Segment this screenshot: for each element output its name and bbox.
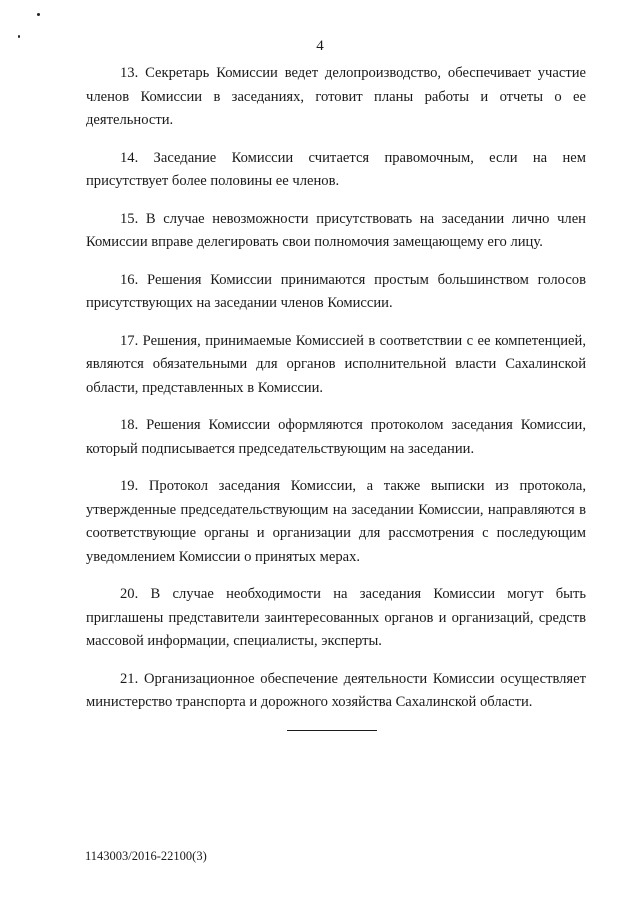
document-body: [86, 62, 586, 729]
paragraph-14: 14. Заседание Комиссии считается правомочным, если на нем присутствует более половины ее членов.: [86, 149, 586, 189]
paragraph-17: 17. Решения, принимаемые Комиссией в соответствии с ее компетенцией, являются обязательными для органов исполнительной власти Сахалинской области, представленных в Комиссии.: [86, 332, 586, 396]
paragraph-18: 18. Решения Комиссии оформляются протоколом заседания Комиссии, который подписывается председательствующим на заседании.: [86, 417, 586, 457]
paragraph-13: 13. Секретарь Комиссии ведет делопроизводство, обеспечивает участие членов Комиссии в заседаниях, готовит планы работы и отчеты о ее деятельности.: [86, 65, 586, 128]
paragraph-20: 20. В случае необходимости на заседания Комиссии могут быть приглашены представители заинтересованных органов и организаций, средств массовой информации, специалисты, эксперты.: [86, 586, 586, 649]
paragraph-19: 19. Протокол заседания Комиссии, а также выписки из протокола, утвержденные председательствующим на заседании Комиссии, направляются в соответствующие органы и организации для рассмотрения с последующим уведомлением Комиссии о принятых мерах.: [86, 478, 586, 565]
closing-rule: [287, 730, 377, 731]
scan-speck: [37, 13, 40, 16]
paragraph-15: 15. В случае невозможности присутствовать на заседании лично член Комиссии вправе делегировать свои полномочия замещающему его лицу.: [86, 210, 586, 250]
paragraph-21: 21. Организационное обеспечение деятельности Комиссии осуществляет министерство транспорта и дорожного хозяйства Сахалинской области.: [86, 670, 586, 710]
page-number: 4: [316, 38, 324, 54]
paragraph-16: 16. Решения Комиссии принимаются простым большинством голосов присутствующих на заседании членов Комиссии.: [86, 271, 586, 311]
document-id: 1143003/2016-22100(3): [85, 849, 207, 863]
